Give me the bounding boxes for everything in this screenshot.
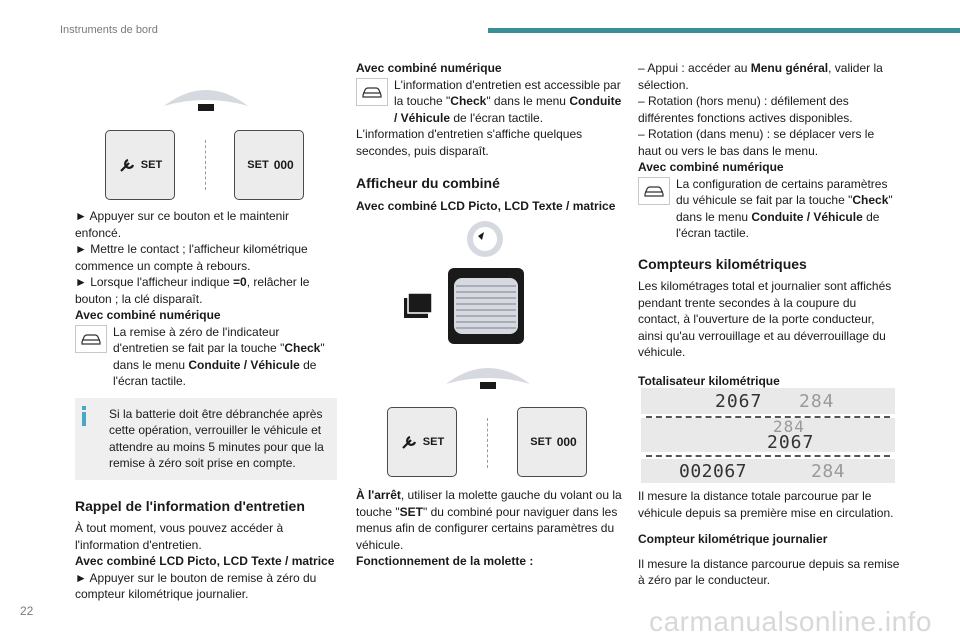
odo-total-long: 002067 (679, 461, 748, 482)
odometer-display-2 (641, 418, 895, 452)
step-2: ► Mettre le contact ; l'afficheur kilométrique commence un compte à rebours. (75, 242, 308, 273)
set-000-button[interactable] (234, 130, 304, 200)
rappel-title: Rappel de l'information d'entretien (75, 497, 305, 514)
totalisateur-text: Il mesure la distance totale parcourue par le véhicule depuis sa première mise en circulation. (638, 489, 894, 520)
odo-dash-line (646, 455, 890, 457)
rappel-sub: Avec combiné LCD Picto, LCD Texte / matrice (75, 554, 335, 568)
totalisateur-title: Totalisateur kilométrique (638, 373, 780, 388)
column-2-bottom (356, 487, 624, 570)
set-label: SET (140, 159, 163, 171)
column-1 (75, 208, 337, 603)
combi-title: Avec combiné numérique (356, 61, 502, 75)
odo-trip: 284 (811, 461, 846, 482)
wrench-icon (400, 434, 420, 450)
odo-total: 2067 (767, 432, 815, 453)
thumbwheel-illustration (404, 268, 526, 344)
steering-wheel-icon (464, 218, 506, 260)
car-icon (356, 78, 388, 106)
set-wrench-button[interactable] (105, 130, 175, 200)
watermark: carmanualsonline.info (649, 606, 932, 637)
molette-title: Fonctionnement de la molette : (356, 554, 534, 568)
compteurs-title: Compteurs kilométriques (638, 255, 807, 272)
page-number: 22 (20, 604, 34, 618)
odo-trip: 284 (799, 391, 835, 412)
set-value: 000 (273, 158, 294, 172)
instrument-cluster-illustration (440, 358, 536, 392)
afficheur-title: Afficheur du combiné (356, 175, 500, 191)
separator-dashed (487, 418, 488, 468)
combi-d: L'information d'entretien s'affiche quelques secondes, puis disparaît. (356, 127, 583, 158)
header-accent-bar (488, 28, 960, 33)
set-label: SET (530, 436, 552, 448)
odometer-display-1 (641, 388, 895, 414)
separator-dashed (205, 140, 206, 190)
instrument-cluster-illustration (158, 80, 254, 114)
compteurs-text: Les kilométrages total et journalier sont affichés pendant trente secondes à la coupure du contact, à l'ouverture de la porte conducteur, ainsi qu'au verrouillage et au déverrouillage du véhicule. (638, 279, 892, 359)
rappel-step: ► Appuyer sur le bouton de remise à zéro du compteur kilométrique journalier. (75, 570, 317, 601)
set-value: 000 (556, 435, 577, 449)
section-title: Instruments de bord (60, 24, 158, 36)
journalier-title: Compteur kilométrique journalier (638, 532, 828, 546)
afficheur-sub: Avec combiné LCD Picto, LCD Texte / matrice (356, 198, 616, 213)
arret-text: À l'arrêt, utiliser la molette gauche du volant ou la touche "SET" du combiné pour naviguer dans les menus afin de configurer certains paramètres du véhicule. (356, 488, 622, 552)
car-icon (75, 325, 107, 353)
journalier-text: Il mesure la distance parcourue depuis sa remise à zéro par le conducteur. (638, 556, 900, 587)
molette-step-1: – Appui : accéder au Menu général, valider la sélection. (638, 61, 883, 92)
set-label: SET (247, 159, 269, 171)
step-3: ► Lorsque l'afficheur indique =0, relâcher le bouton ; la clé disparaît. (75, 275, 310, 306)
column-3 (638, 60, 900, 393)
combi-paragraph: La remise à zéro de l'indicateur d'entretien se fait par la touche "Check" dans le menu Conduite / Véhicule de l'écran tactile. (75, 324, 337, 390)
set-wrench-button[interactable] (387, 407, 457, 477)
info-icon (81, 406, 87, 426)
combi-paragraph: L'information d'entretien est accessible par la touche "Check" dans le menu Conduite / Véhicule de l'écran tactile. (356, 77, 624, 127)
odo-total: 2067 (715, 391, 763, 412)
step-1: ► Appuyer sur ce bouton et le maintenir enfoncé. (75, 209, 289, 240)
info-text: Si la batterie doit être débranchée après cette opération, verrouiller le véhicule et attendre au moins 5 minutes pour que la remise à zéro soit prise en compte. (109, 406, 324, 470)
set-000-button[interactable] (517, 407, 587, 477)
wrench-icon (118, 157, 138, 173)
column-3-bottom (638, 488, 900, 589)
odometer-display-3 (641, 459, 895, 483)
set-label: SET (422, 436, 445, 448)
car-icon (638, 177, 670, 205)
info-box (75, 398, 337, 480)
molette-step-3: – Rotation (dans menu) : se déplacer vers le haut ou vers le bas dans le menu. (638, 127, 875, 158)
combi-paragraph: La configuration de certains paramètres du véhicule se fait par la touche "Check" dans le menu Conduite / Véhicule de l'écran tactile. (638, 176, 900, 242)
odo-trip: 284 (773, 417, 805, 436)
combi-title: Avec combiné numérique (638, 160, 784, 174)
molette-step-2: – Rotation (hors menu) : défilement des différentes fonctions actives disponibles. (638, 94, 853, 125)
rappel-text: À tout moment, vous pouvez accéder à l'information d'entretien. (75, 521, 284, 552)
combi-title: Avec combiné numérique (75, 308, 221, 322)
column-2-top (356, 60, 624, 214)
